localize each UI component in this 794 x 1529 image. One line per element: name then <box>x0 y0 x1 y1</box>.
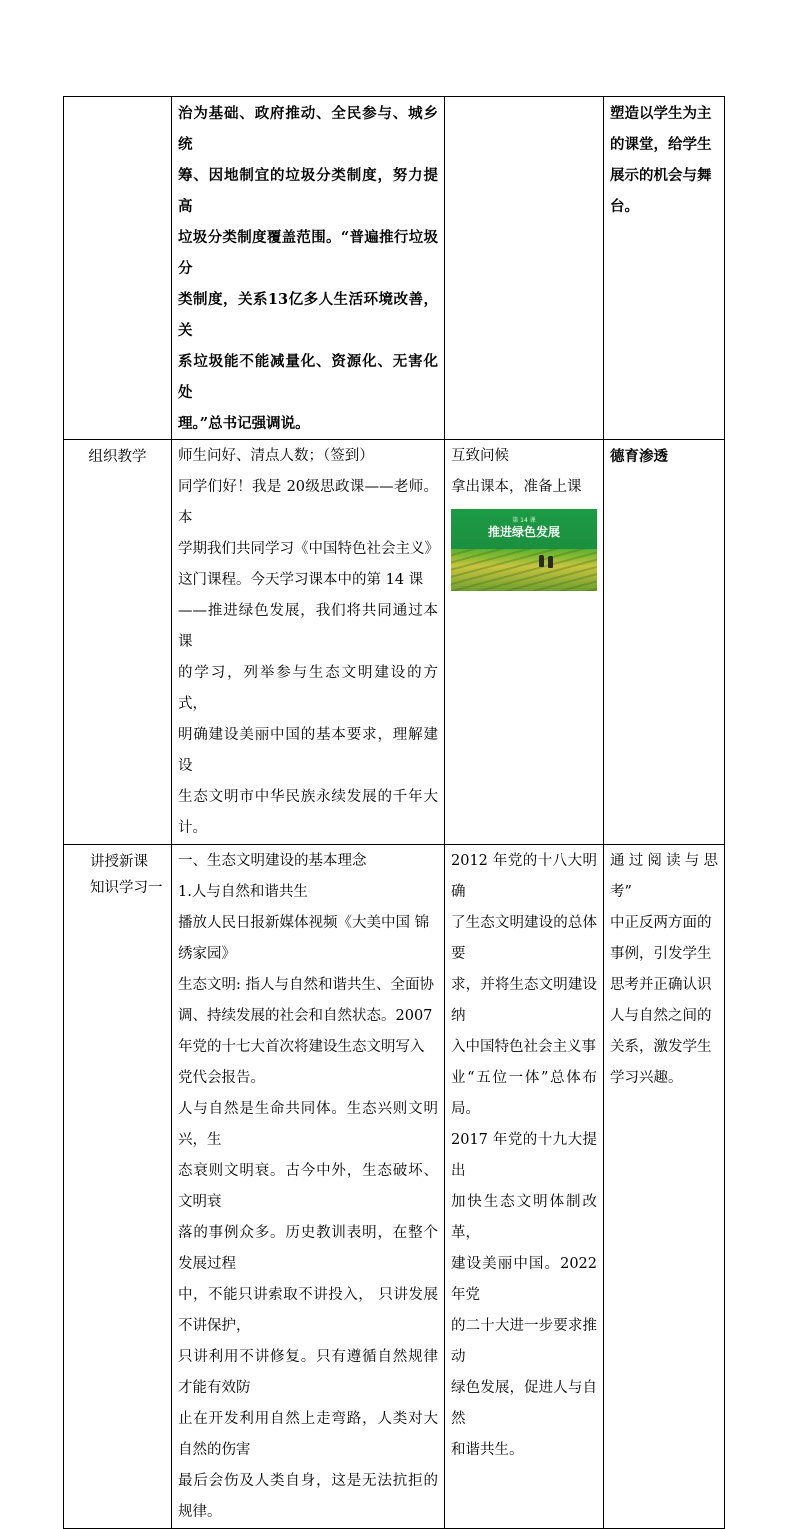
text-line: 德育渗透 <box>610 448 668 465</box>
row-label <box>64 845 171 901</box>
text-line: 业“五位一体”总体布局。 <box>451 1070 597 1117</box>
text-line: 止在开发利用自然上走弯路，人类对大自然的伤害 <box>178 1411 438 1458</box>
text-line: 通过阅读与思考” <box>610 853 718 900</box>
table-row-organize <box>64 440 725 845</box>
cell-empty-activity <box>445 97 604 440</box>
text-line: 的学习，列举参与生态文明建设的方式， <box>178 665 438 712</box>
text-line: 2012 年党的十八大明确 <box>451 853 597 900</box>
text-line: 人与自然之间的 <box>610 1008 712 1024</box>
cell-content <box>172 97 445 440</box>
text-line: 筹、因地制宜的垃圾分类制度，努力提高 <box>178 167 438 215</box>
label-line: 知识学习一 <box>90 880 163 896</box>
cover-subtitle: 第 14 课 <box>512 517 536 524</box>
text-line: 学期我们共同学习《中国特色社会主义》 <box>178 541 439 557</box>
text-line: 师生问好、清点人数；（签到） <box>178 448 374 464</box>
text-line: 理。”总书记强调说。 <box>178 415 310 432</box>
cell-empty-label <box>64 97 172 440</box>
text-line: 绣家园》 <box>178 946 236 962</box>
text-line: 中，不能只讲索取不讲投入， 只讲发展不讲保护， <box>178 1287 438 1334</box>
text-line: 建设美丽中国。2022 年党 <box>451 1256 597 1303</box>
content-text <box>172 97 444 439</box>
text-line: 2017 年党的十九大提出 <box>451 1132 597 1179</box>
cell-content <box>172 845 445 1529</box>
intent-text <box>604 440 724 472</box>
text-line: 加快生态文明体制改革， <box>451 1194 597 1241</box>
text-line: 拿出课本，准备上课 <box>451 479 582 495</box>
text-line: 入中国特色社会主义事 <box>451 1039 596 1055</box>
lesson-plan-table <box>63 96 725 1529</box>
text-line: 调、持续发展的社会和自然状态。2007 <box>178 1008 433 1024</box>
text-line: 和谐共生。 <box>451 1442 524 1458</box>
text-line: 思考并正确认识 <box>610 977 712 993</box>
text-line: 的二十大进一步要求推动 <box>451 1318 597 1365</box>
text-line: 关系，激发学生 <box>610 1039 712 1055</box>
text-line: 明确建设美丽中国的基本要求，理解建设 <box>178 727 438 774</box>
cell-label <box>64 440 172 845</box>
cover-title: 推进绿色发展 <box>487 525 560 539</box>
text-line: 这门课程。今天学习课本中的第 14 课 <box>178 572 424 588</box>
text-line: 同学们好！我是 20级思政课——老师。本 <box>178 479 438 526</box>
cell-activity <box>445 440 604 845</box>
text-line: 一、生态文明建设的基本理念 <box>178 853 367 869</box>
cell-intent <box>604 845 725 1529</box>
text-line: 的课堂，给学生 <box>610 136 712 153</box>
lesson-cover-image <box>451 509 597 591</box>
text-line: 中正反两方面的 <box>610 915 712 931</box>
text-line: 态衰则文明衰。古今中外，生态破坏、文明衰 <box>178 1163 438 1210</box>
content-text <box>172 440 444 844</box>
text-line: 治为基础、政府推动、全民参与、城乡统 <box>178 105 438 153</box>
text-line: 党代会报告。 <box>178 1070 265 1086</box>
text-line: 绿色发展，促进人与自然 <box>451 1380 597 1427</box>
text-line: 塑造以学生为主 <box>610 105 712 122</box>
content-text <box>172 845 444 1528</box>
text-line: 了生态文明建设的总体要 <box>451 915 597 962</box>
text-line: 落的事例众多。历史教训表明，在整个发展过程 <box>178 1225 438 1272</box>
text-line: 学习兴趣。 <box>610 1070 683 1086</box>
text-line: 播放人民日报新媒体视频《大美中国 锦 <box>178 915 430 931</box>
text-line: 类制度，关系13亿多人生活环境改善，关 <box>178 291 438 339</box>
activity-text <box>445 440 603 503</box>
text-line: 1.人与自然和谐共生 <box>178 884 308 900</box>
cell-label <box>64 845 172 1529</box>
cell-content <box>172 440 445 845</box>
intent-text <box>604 845 724 1094</box>
table-row-new-lesson <box>64 845 725 1529</box>
text-line: 最后会伤及人类自身，这是无法抗拒的规律。 <box>178 1473 438 1520</box>
text-line: 求，并将生态文明建设纳 <box>451 977 597 1024</box>
text-line: 事例，引发学生 <box>610 946 712 962</box>
text-line: 年党的十七大首次将建设生态文明写入 <box>178 1039 425 1055</box>
activity-text <box>445 845 603 1466</box>
text-line: 展示的机会与舞 <box>610 167 712 184</box>
label-line: 讲授新课 <box>90 854 148 870</box>
intent-text <box>604 97 724 222</box>
text-line: 人与自然是生命共同体。生态兴则文明兴，生 <box>178 1101 438 1148</box>
cell-intent <box>604 440 725 845</box>
cell-intent <box>604 97 725 440</box>
cell-activity <box>445 845 604 1529</box>
text-line: 生态文明市中华民族永续发展的千年大计。 <box>178 789 438 836</box>
text-line: ——推进绿色发展，我们将共同通过本课 <box>178 603 438 650</box>
row-label: 组织教学 <box>88 449 147 465</box>
text-line: 互致问候 <box>451 448 509 464</box>
text-line: 只讲利用不讲修复。只有遵循自然规律才能有效防 <box>178 1349 438 1396</box>
text-line: 系垃圾能不能减量化、资源化、无害化处 <box>178 353 438 401</box>
table-row-continuation <box>64 97 725 440</box>
text-line: 生态文明: 指人与自然和谐共生、全面协 <box>178 977 434 993</box>
text-line: 台。 <box>610 198 639 215</box>
text-line: 垃圾分类制度覆盖范围。“普遍推行垃圾分 <box>178 229 438 277</box>
